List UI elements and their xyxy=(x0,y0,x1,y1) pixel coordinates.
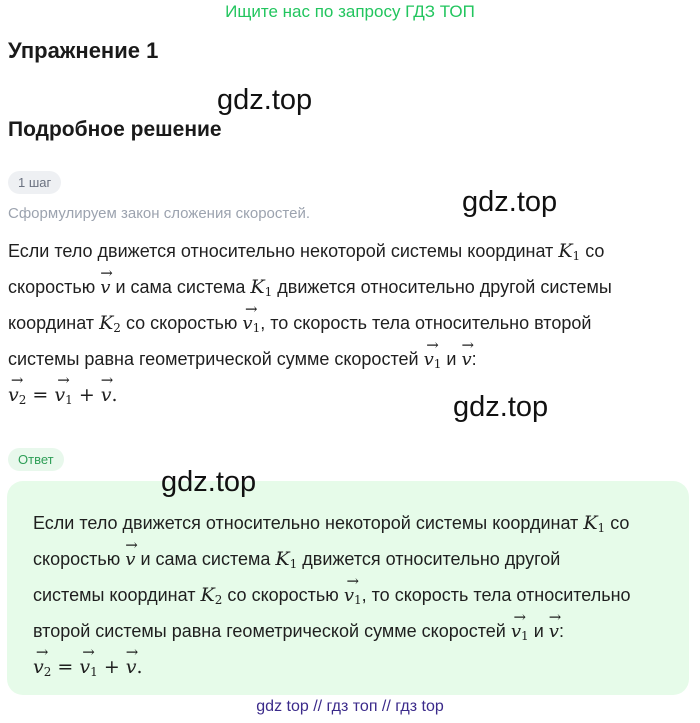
math-k1: $K_1$ xyxy=(583,512,606,535)
step-formula: → $v_2$ = → $v_1$ + → v. xyxy=(8,377,698,413)
vector-v1: → $v_1$ xyxy=(79,651,97,682)
math-k2: $K_2$ xyxy=(99,312,121,335)
text: , то скорость тела относительно xyxy=(361,585,631,605)
math-k1: $K_1$ xyxy=(558,240,581,263)
math-k1: $K_1$ xyxy=(275,548,298,571)
step-paragraph xyxy=(8,233,698,413)
vector-v1: → $v_1$ xyxy=(511,616,529,646)
step-badge: 1 шаг xyxy=(8,171,61,194)
watermark: gdz.top xyxy=(453,391,549,423)
text: системы равна геометрической сумме скоростей xyxy=(8,349,419,369)
step-line-3 xyxy=(8,305,698,341)
text: скоростью xyxy=(8,277,96,297)
exercise-title: Упражнение 1 xyxy=(8,38,159,63)
watermark: gdz.top xyxy=(217,84,313,116)
answer-box xyxy=(7,481,689,695)
text: второй системы равна геометрической сумме скоростей xyxy=(33,621,506,641)
vector-v2: → $v_2$ xyxy=(8,379,26,410)
text: скоростью xyxy=(33,549,121,569)
solution-title: Подробное решение xyxy=(8,118,222,141)
text: со xyxy=(610,513,630,533)
answer-formula: → $v_2$ = → $v_1$ + → v. xyxy=(33,649,683,685)
math-k1: $K_1$ xyxy=(250,276,273,299)
answer-line-3 xyxy=(33,577,683,613)
text: и xyxy=(533,621,544,641)
search-banner: Ищите нас по запросу ГДЗ ТОП xyxy=(225,2,475,21)
step-lead-text: Сформулируем закон сложения скоростей. xyxy=(8,205,310,222)
text: системы координат xyxy=(33,585,196,605)
vector-v2: → $v_2$ xyxy=(33,651,51,682)
vector-v: → v xyxy=(126,651,137,677)
vector-v: → v xyxy=(125,544,135,570)
text: со скоростью xyxy=(125,313,238,333)
vector-v: → v xyxy=(461,344,471,370)
text: координат xyxy=(8,313,95,333)
text: и сама система xyxy=(140,549,271,569)
footer-watermark: gdz top // гдз топ // гдз top xyxy=(256,698,444,715)
step-line-2 xyxy=(8,269,698,305)
text: и сама система xyxy=(115,277,246,297)
vector-v: → v xyxy=(549,616,559,642)
text: Если тело движется относительно некоторой системы координат xyxy=(8,241,554,261)
math-k2: $K_2$ xyxy=(200,584,223,607)
text: со скоростью xyxy=(227,585,339,605)
answer-paragraph xyxy=(33,505,683,685)
watermark: gdz.top xyxy=(161,466,257,498)
text: , то скорость тела относительно второй xyxy=(260,313,592,333)
text: и xyxy=(446,349,457,369)
vector-v1: → $v_1$ xyxy=(54,379,72,410)
vector-v1: → $v_1$ xyxy=(424,344,442,374)
text: со xyxy=(585,241,605,261)
text: : xyxy=(558,621,564,641)
watermark: gdz.top xyxy=(462,186,558,218)
vector-v: → v xyxy=(100,272,110,298)
text: Если тело движется относительно некоторой системы координат xyxy=(33,513,579,533)
vector-v1: → $v_1$ xyxy=(344,580,362,610)
vector-v: → v xyxy=(101,379,112,405)
vector-v1: → $v_1$ xyxy=(242,308,260,338)
text: : xyxy=(471,349,477,369)
text: движется относительно другой системы xyxy=(277,277,612,297)
answer-badge: Ответ xyxy=(8,448,64,471)
text: движется относительно другой xyxy=(302,549,561,569)
